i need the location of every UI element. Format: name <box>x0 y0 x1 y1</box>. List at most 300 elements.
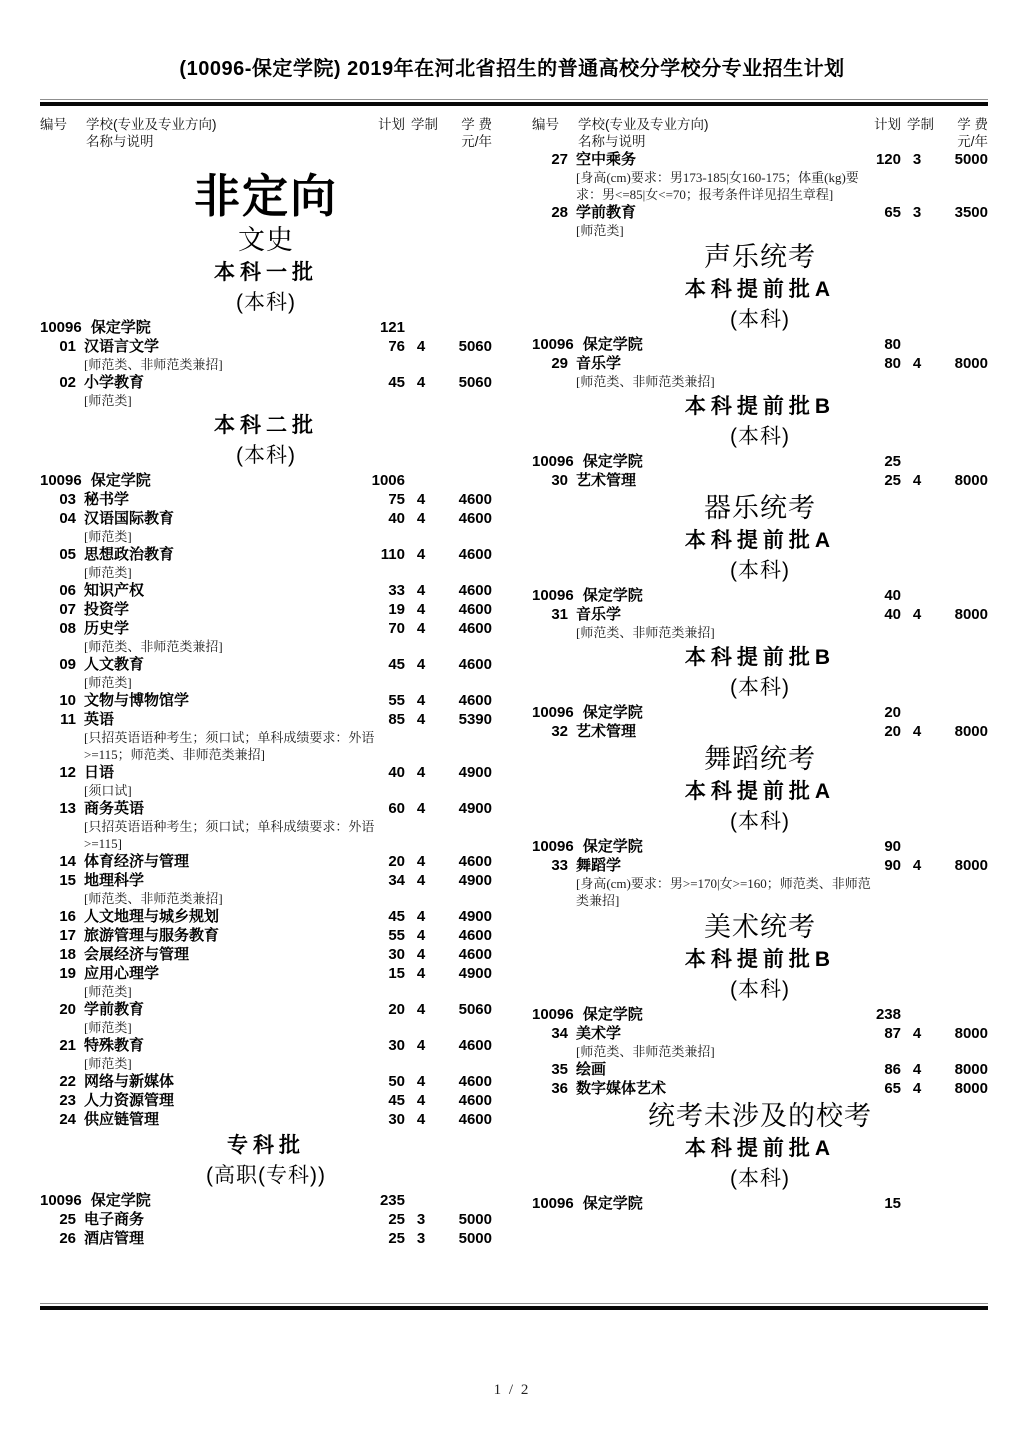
plan-value: 45 <box>388 374 405 391</box>
school-row <box>532 703 988 722</box>
school-name: 保定学院 <box>90 319 151 336</box>
major-name: 日语 <box>84 764 115 781</box>
years-value: 4 <box>416 1073 426 1090</box>
major-number: 23 <box>59 1092 76 1109</box>
header-fee-line2: 元/年 <box>461 134 492 149</box>
major-note: [只招英语语种考生；须口试；单科成绩要求：外语>=115] <box>84 819 375 851</box>
years-value: 3 <box>416 1230 426 1247</box>
right-column-blocks <box>532 150 988 1213</box>
name-area <box>40 1191 353 1210</box>
fee-value: 8000 <box>954 723 988 740</box>
major-row <box>40 852 492 871</box>
major-name: 会展经济与管理 <box>84 946 190 963</box>
major-note: [师范类] <box>576 223 624 238</box>
major-name: 旅游管理与服务教育 <box>84 927 220 944</box>
fee-value: 8000 <box>954 1080 988 1097</box>
fee-value: 4600 <box>458 1092 492 1109</box>
fee-value: 4600 <box>458 1073 492 1090</box>
major-row <box>40 619 492 638</box>
major-row <box>40 1110 492 1129</box>
fee-value: 5390 <box>458 711 492 728</box>
years-value: 3 <box>416 1211 426 1228</box>
section-heading: 声乐统考 <box>704 242 816 272</box>
header-fee <box>431 116 492 150</box>
fee-value: 4600 <box>458 1037 492 1054</box>
fee-value: 5060 <box>458 374 492 391</box>
major-name: 汉语言文学 <box>84 338 160 355</box>
major-note: [师范类] <box>84 984 132 999</box>
major-number: 35 <box>551 1061 568 1078</box>
major-number: 15 <box>59 872 76 889</box>
plan-value: 25 <box>388 1211 405 1228</box>
plan-value: 238 <box>875 1006 901 1023</box>
section-heading: (本科) <box>730 676 790 699</box>
fee-value: 4900 <box>458 764 492 781</box>
major-name: 应用心理学 <box>84 965 160 982</box>
name-area <box>532 1079 849 1098</box>
major-note: [师范类、非师范类兼招] <box>576 625 715 640</box>
plan-value: 25 <box>884 453 901 470</box>
school-code: 10096 <box>532 1006 574 1023</box>
plan-value: 70 <box>388 620 405 637</box>
major-row <box>532 354 988 373</box>
major-row <box>40 337 492 356</box>
years-value: 4 <box>416 582 426 599</box>
fee-value: 4900 <box>458 872 492 889</box>
major-name: 空中乘务 <box>576 151 637 168</box>
major-row <box>40 926 492 945</box>
name-area <box>40 926 353 945</box>
years-value: 4 <box>416 656 426 673</box>
major-name: 艺术管理 <box>576 723 637 740</box>
school-row <box>532 837 988 856</box>
school-code: 10096 <box>40 472 82 489</box>
bottom-double-rule <box>40 1303 988 1310</box>
fee-value: 4600 <box>458 510 492 527</box>
school-code: 10096 <box>532 587 574 604</box>
name-area <box>532 150 849 169</box>
years-value: 4 <box>416 872 426 889</box>
years-value: 4 <box>416 546 426 563</box>
plan-value: 120 <box>875 151 901 168</box>
section-heading: 本科提前批A <box>684 278 836 301</box>
major-number: 27 <box>551 151 568 168</box>
major-name: 学前教育 <box>84 1001 145 1018</box>
left-column-blocks <box>40 170 492 1248</box>
section-heading: (本科) <box>236 444 296 467</box>
name-area <box>40 1072 353 1091</box>
name-area <box>40 1036 353 1055</box>
major-number: 36 <box>551 1080 568 1097</box>
major-name: 舞蹈学 <box>576 857 622 874</box>
years-value: 4 <box>416 601 426 618</box>
years-value: 4 <box>416 1092 426 1109</box>
section-heading: (本科) <box>730 810 790 833</box>
major-name: 学前教育 <box>576 204 637 221</box>
major-note: [师范类] <box>84 675 132 690</box>
major-name: 秘书学 <box>84 491 130 508</box>
section-heading: 本科二批 <box>214 414 318 437</box>
major-number: 31 <box>551 606 568 623</box>
major-row <box>40 600 492 619</box>
major-number: 19 <box>59 965 76 982</box>
major-note: [身高(cm)要求：男173-185|女160-175；体重(kg)要求：男<=85|女<=70；报考条件详见招生章程] <box>576 170 859 202</box>
header-school <box>86 116 353 150</box>
fee-value: 4600 <box>458 656 492 673</box>
years-value: 4 <box>416 927 426 944</box>
fee-value: 8000 <box>954 606 988 623</box>
name-area <box>40 763 353 782</box>
section-heading: (本科) <box>730 425 790 448</box>
header-fee-line2: 元/年 <box>957 134 988 149</box>
plan-value: 90 <box>884 838 901 855</box>
major-number: 30 <box>551 472 568 489</box>
fee-value: 8000 <box>954 472 988 489</box>
school-code: 10096 <box>532 453 574 470</box>
major-name: 英语 <box>84 711 115 728</box>
major-number: 18 <box>59 946 76 963</box>
top-double-rule <box>40 99 988 106</box>
table-header-left <box>40 116 492 150</box>
major-number: 01 <box>59 338 76 355</box>
header-school-line2: 名称与说明 <box>578 134 646 149</box>
fee-value: 4600 <box>458 927 492 944</box>
major-number: 02 <box>59 374 76 391</box>
fee-value: 8000 <box>954 355 988 372</box>
major-row <box>40 691 492 710</box>
plan-value: 76 <box>388 338 405 355</box>
header-years: 学制 <box>907 117 934 132</box>
major-name: 文物与博物馆学 <box>84 692 190 709</box>
fee-value: 5060 <box>458 1001 492 1018</box>
major-row <box>40 490 492 509</box>
name-area <box>532 1005 849 1024</box>
plan-value: 15 <box>388 965 405 982</box>
major-row <box>532 722 988 741</box>
major-note: [师范类] <box>84 393 132 408</box>
school-name: 保定学院 <box>582 587 643 604</box>
years-value: 3 <box>912 204 922 221</box>
name-area <box>532 1024 849 1043</box>
fee-value: 8000 <box>954 1061 988 1078</box>
years-value: 4 <box>912 472 922 489</box>
section-heading: 本科提前批B <box>684 395 836 418</box>
header-fee <box>927 116 988 150</box>
major-number: 12 <box>59 764 76 781</box>
school-code: 10096 <box>40 319 82 336</box>
major-note: [师范类、非师范类兼招] <box>84 639 223 654</box>
plan-value: 110 <box>380 546 405 563</box>
major-name: 人文地理与城乡规划 <box>84 908 220 925</box>
section-heading: 美术统考 <box>704 912 816 942</box>
name-area <box>40 799 353 818</box>
plan-value: 1006 <box>371 472 405 489</box>
plan-value: 45 <box>388 656 405 673</box>
name-area <box>40 545 353 564</box>
name-area <box>40 1091 353 1110</box>
name-area <box>532 203 849 222</box>
major-note: [师范类] <box>84 1020 132 1035</box>
plan-value: 25 <box>388 1230 405 1247</box>
major-name: 汉语国际教育 <box>84 510 175 527</box>
name-area <box>40 964 353 983</box>
major-name: 人力资源管理 <box>84 1092 175 1109</box>
fee-value: 4600 <box>458 620 492 637</box>
school-row <box>532 586 988 605</box>
name-area <box>40 852 353 871</box>
school-row <box>532 1194 988 1213</box>
name-area <box>532 471 849 490</box>
fee-value: 4900 <box>458 908 492 925</box>
school-row <box>532 335 988 354</box>
school-row <box>532 452 988 471</box>
section-heading: 本科提前批A <box>684 1137 836 1160</box>
major-number: 20 <box>59 1001 76 1018</box>
major-name: 知识产权 <box>84 582 145 599</box>
major-row <box>40 1072 492 1091</box>
plan-value: 20 <box>884 723 901 740</box>
school-name: 保定学院 <box>90 1192 151 1209</box>
header-no: 编号 <box>532 117 559 132</box>
plan-value: 235 <box>379 1192 405 1209</box>
years-value: 4 <box>416 374 426 391</box>
major-row <box>532 1079 988 1098</box>
fee-value: 5000 <box>954 151 988 168</box>
plan-value: 20 <box>388 853 405 870</box>
years-value: 4 <box>416 1037 426 1054</box>
name-area <box>40 337 353 356</box>
plan-value: 19 <box>388 601 405 618</box>
major-number: 17 <box>59 927 76 944</box>
name-area <box>40 1229 353 1248</box>
fee-value: 4600 <box>458 546 492 563</box>
fee-value: 5000 <box>458 1230 492 1247</box>
major-row <box>40 1210 492 1229</box>
name-area <box>532 722 849 741</box>
major-row <box>40 763 492 782</box>
major-name: 绘画 <box>576 1061 607 1078</box>
school-name: 保定学院 <box>582 336 643 353</box>
years-value: 4 <box>416 338 426 355</box>
plan-value: 45 <box>388 1092 405 1109</box>
major-note: [师范类] <box>84 529 132 544</box>
major-name: 数字媒体艺术 <box>576 1080 667 1097</box>
plan-value: 65 <box>884 1080 901 1097</box>
years-value: 4 <box>912 857 922 874</box>
school-code: 10096 <box>532 1195 574 1212</box>
plan-value: 33 <box>388 582 405 599</box>
major-row <box>532 1060 988 1079</box>
fee-value: 4600 <box>458 582 492 599</box>
name-area <box>40 907 353 926</box>
section-heading: (本科) <box>730 1167 790 1190</box>
major-number: 25 <box>59 1211 76 1228</box>
major-row <box>40 545 492 564</box>
school-name: 保定学院 <box>582 1195 643 1212</box>
major-number: 29 <box>551 355 568 372</box>
name-area <box>40 509 353 528</box>
school-name: 保定学院 <box>582 453 643 470</box>
section-heading: (高职(专科)) <box>206 1164 326 1187</box>
major-row <box>40 509 492 528</box>
major-number: 08 <box>59 620 76 637</box>
fee-value: 4600 <box>458 601 492 618</box>
major-number: 34 <box>551 1025 568 1042</box>
major-name: 艺术管理 <box>576 472 637 489</box>
years-value: 4 <box>912 723 922 740</box>
plan-value: 30 <box>388 1037 405 1054</box>
name-area <box>40 945 353 964</box>
major-name: 音乐学 <box>576 606 622 623</box>
page-title: (10096-保定学院) 2019年在河北省招生的普通高校分学校分专业招生计划 <box>179 58 845 80</box>
plan-value: 86 <box>884 1061 901 1078</box>
plan-value: 25 <box>884 472 901 489</box>
plan-value: 15 <box>884 1195 901 1212</box>
right-column <box>532 116 988 1213</box>
major-number: 22 <box>59 1073 76 1090</box>
major-row <box>532 203 988 222</box>
years-value: 4 <box>912 1025 922 1042</box>
major-name: 投资学 <box>84 601 130 618</box>
major-number: 07 <box>59 601 76 618</box>
name-area <box>532 452 849 471</box>
major-row <box>532 605 988 624</box>
name-area <box>532 837 849 856</box>
plan-value: 45 <box>388 908 405 925</box>
major-row <box>40 907 492 926</box>
header-plan: 计划 <box>874 117 901 132</box>
years-value: 4 <box>416 965 426 982</box>
section-heading: 文史 <box>238 225 294 255</box>
years-value: 4 <box>416 908 426 925</box>
fee-value: 5060 <box>458 338 492 355</box>
major-name: 酒店管理 <box>84 1230 145 1247</box>
major-row <box>532 856 988 875</box>
fee-value: 4600 <box>458 692 492 709</box>
plan-value: 34 <box>388 872 405 889</box>
header-school <box>578 116 849 150</box>
plan-value: 80 <box>884 355 901 372</box>
section-heading: 统考未涉及的校考 <box>648 1101 872 1131</box>
years-value: 3 <box>912 151 922 168</box>
years-value: 4 <box>416 510 426 527</box>
plan-value: 50 <box>388 1073 405 1090</box>
major-name: 电子商务 <box>84 1211 145 1228</box>
header-fee-line1: 学 费 <box>957 117 988 132</box>
fee-value: 4600 <box>458 853 492 870</box>
page-number: 1 / 2 <box>493 1382 531 1398</box>
section-heading: (本科) <box>730 308 790 331</box>
plan-value: 65 <box>884 204 901 221</box>
major-note: [须口试] <box>84 783 132 798</box>
school-name: 保定学院 <box>582 838 643 855</box>
major-row <box>40 799 492 818</box>
major-number: 13 <box>59 800 76 817</box>
section-heading: 器乐统考 <box>704 493 816 523</box>
school-name: 保定学院 <box>90 472 151 489</box>
school-name: 保定学院 <box>582 1006 643 1023</box>
major-row <box>532 150 988 169</box>
name-area <box>40 581 353 600</box>
major-note: [师范类、非师范类兼招] <box>84 357 223 372</box>
major-number: 26 <box>59 1230 76 1247</box>
major-number: 10 <box>59 692 76 709</box>
school-code: 10096 <box>532 838 574 855</box>
plan-value: 30 <box>388 1111 405 1128</box>
major-name: 体育经济与管理 <box>84 853 190 870</box>
major-row <box>532 471 988 490</box>
plan-value: 80 <box>884 336 901 353</box>
fee-value: 5000 <box>458 1211 492 1228</box>
years-value: 4 <box>416 853 426 870</box>
major-row <box>40 710 492 729</box>
years-value: 4 <box>416 1001 426 1018</box>
plan-value: 87 <box>884 1025 901 1042</box>
section-heading: 本科提前批B <box>684 948 836 971</box>
name-area <box>532 1060 849 1079</box>
fee-value: 4900 <box>458 800 492 817</box>
major-name: 商务英语 <box>84 800 145 817</box>
major-row <box>40 581 492 600</box>
name-area <box>40 1000 353 1019</box>
school-row <box>40 1191 492 1210</box>
major-name: 人文教育 <box>84 656 145 673</box>
years-value: 4 <box>416 711 426 728</box>
fee-value: 3500 <box>954 204 988 221</box>
major-row <box>532 1024 988 1043</box>
name-area <box>40 373 353 392</box>
school-code: 10096 <box>532 704 574 721</box>
plan-value: 40 <box>388 510 405 527</box>
header-fee-line1: 学 费 <box>461 117 492 132</box>
major-number: 28 <box>551 204 568 221</box>
school-row <box>532 1005 988 1024</box>
major-note: [师范类、非师范类兼招] <box>576 374 715 389</box>
years-value: 4 <box>416 692 426 709</box>
major-note: [师范类] <box>84 1056 132 1071</box>
name-area <box>40 600 353 619</box>
major-number: 24 <box>59 1111 76 1128</box>
left-column <box>40 116 492 1248</box>
major-name: 美术学 <box>576 1025 622 1042</box>
major-row <box>40 1036 492 1055</box>
section-heading: (本科) <box>236 291 296 314</box>
major-note: [师范类、非师范类兼招] <box>84 891 223 906</box>
plan-value: 30 <box>388 946 405 963</box>
plan-value: 75 <box>388 491 405 508</box>
major-name: 网络与新媒体 <box>84 1073 175 1090</box>
plan-value: 40 <box>388 764 405 781</box>
major-name: 思想政治教育 <box>84 546 175 563</box>
years-value: 4 <box>912 606 922 623</box>
header-plan: 计划 <box>378 117 405 132</box>
major-row <box>40 1091 492 1110</box>
major-name: 特殊教育 <box>84 1037 145 1054</box>
years-value: 4 <box>416 764 426 781</box>
name-area <box>40 1110 353 1129</box>
name-area <box>40 655 353 674</box>
section-heading: 本科提前批A <box>684 529 836 552</box>
years-value: 4 <box>912 1080 922 1097</box>
name-area <box>532 856 849 875</box>
plan-value: 90 <box>884 857 901 874</box>
section-heading: 非定向 <box>194 170 338 222</box>
school-code: 10096 <box>532 336 574 353</box>
plan-value: 55 <box>388 692 405 709</box>
major-name: 音乐学 <box>576 355 622 372</box>
years-value: 4 <box>416 491 426 508</box>
header-years: 学制 <box>411 117 438 132</box>
